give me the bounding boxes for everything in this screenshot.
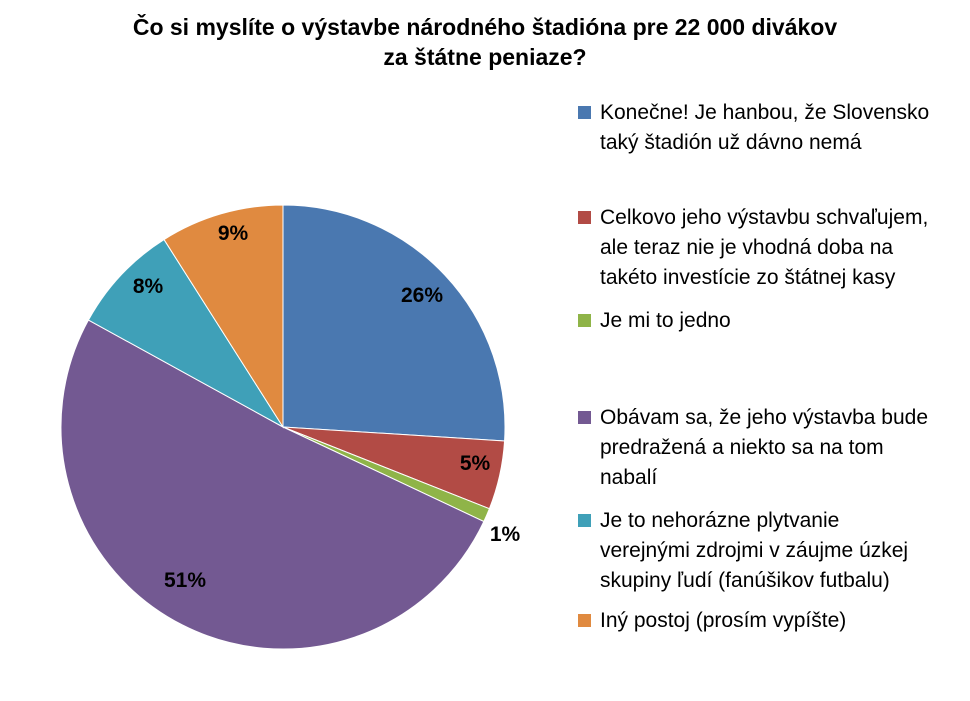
legend-label-line: predražená a niekto sa na tom bbox=[600, 436, 884, 459]
legend-label-line: ale teraz nie je vhodná doba na bbox=[600, 236, 894, 259]
legend-label-line: nabalí bbox=[600, 466, 658, 489]
legend-label-line: Celkovo jeho výstavbu schvaľujem, bbox=[600, 206, 929, 229]
legend-label-line: takéto investície zo štátnej kasy bbox=[600, 266, 896, 289]
legend-label-4 bbox=[600, 403, 968, 493]
slice-label-1: 26% bbox=[400, 284, 444, 307]
slice-label-3: 1% bbox=[489, 523, 521, 546]
legend-label-2 bbox=[600, 203, 968, 293]
chart-title-line-2: za štátne peniaze? bbox=[383, 44, 587, 70]
legend-label-line: Je to nehorázne plytvanie bbox=[600, 509, 840, 532]
legend-label-5 bbox=[600, 506, 968, 596]
legend-label-1 bbox=[600, 98, 968, 158]
slice-label-6: 9% bbox=[217, 222, 249, 245]
legend-swatch-1 bbox=[578, 106, 591, 119]
slice-label-5: 8% bbox=[132, 275, 164, 298]
legend-label-line: Konečne! Je hanbou, že Slovensko bbox=[600, 101, 930, 124]
legend-label-3 bbox=[600, 306, 968, 336]
legend-label-line: Je mi to jedno bbox=[600, 309, 731, 332]
legend-label-line: verejnými zdrojmi v záujme úzkej bbox=[600, 539, 909, 562]
legend-swatch-6 bbox=[578, 614, 591, 627]
legend-label-6 bbox=[600, 606, 968, 636]
chart-title-line-1: Čo si myslíte o výstavbe národného štadióna pre 22 000 divákov bbox=[132, 14, 838, 40]
legend-label-line: taký štadión už dávno nemá bbox=[600, 131, 862, 154]
legend-swatch-4 bbox=[578, 411, 591, 424]
legend-label-line: Obávam sa, že jeho výstavba bude bbox=[600, 406, 929, 429]
legend-label-line: skupiny ľudí (fanúšikov futbalu) bbox=[600, 569, 890, 592]
slice-label-2: 5% bbox=[459, 452, 491, 475]
pie-slice-1 bbox=[283, 205, 505, 441]
legend-swatch-5 bbox=[578, 514, 591, 527]
legend-label-line: Iný postoj (prosím vypíšte) bbox=[600, 609, 847, 632]
legend-swatch-3 bbox=[578, 314, 591, 327]
slice-label-4: 51% bbox=[163, 569, 207, 592]
legend-swatch-2 bbox=[578, 211, 591, 224]
